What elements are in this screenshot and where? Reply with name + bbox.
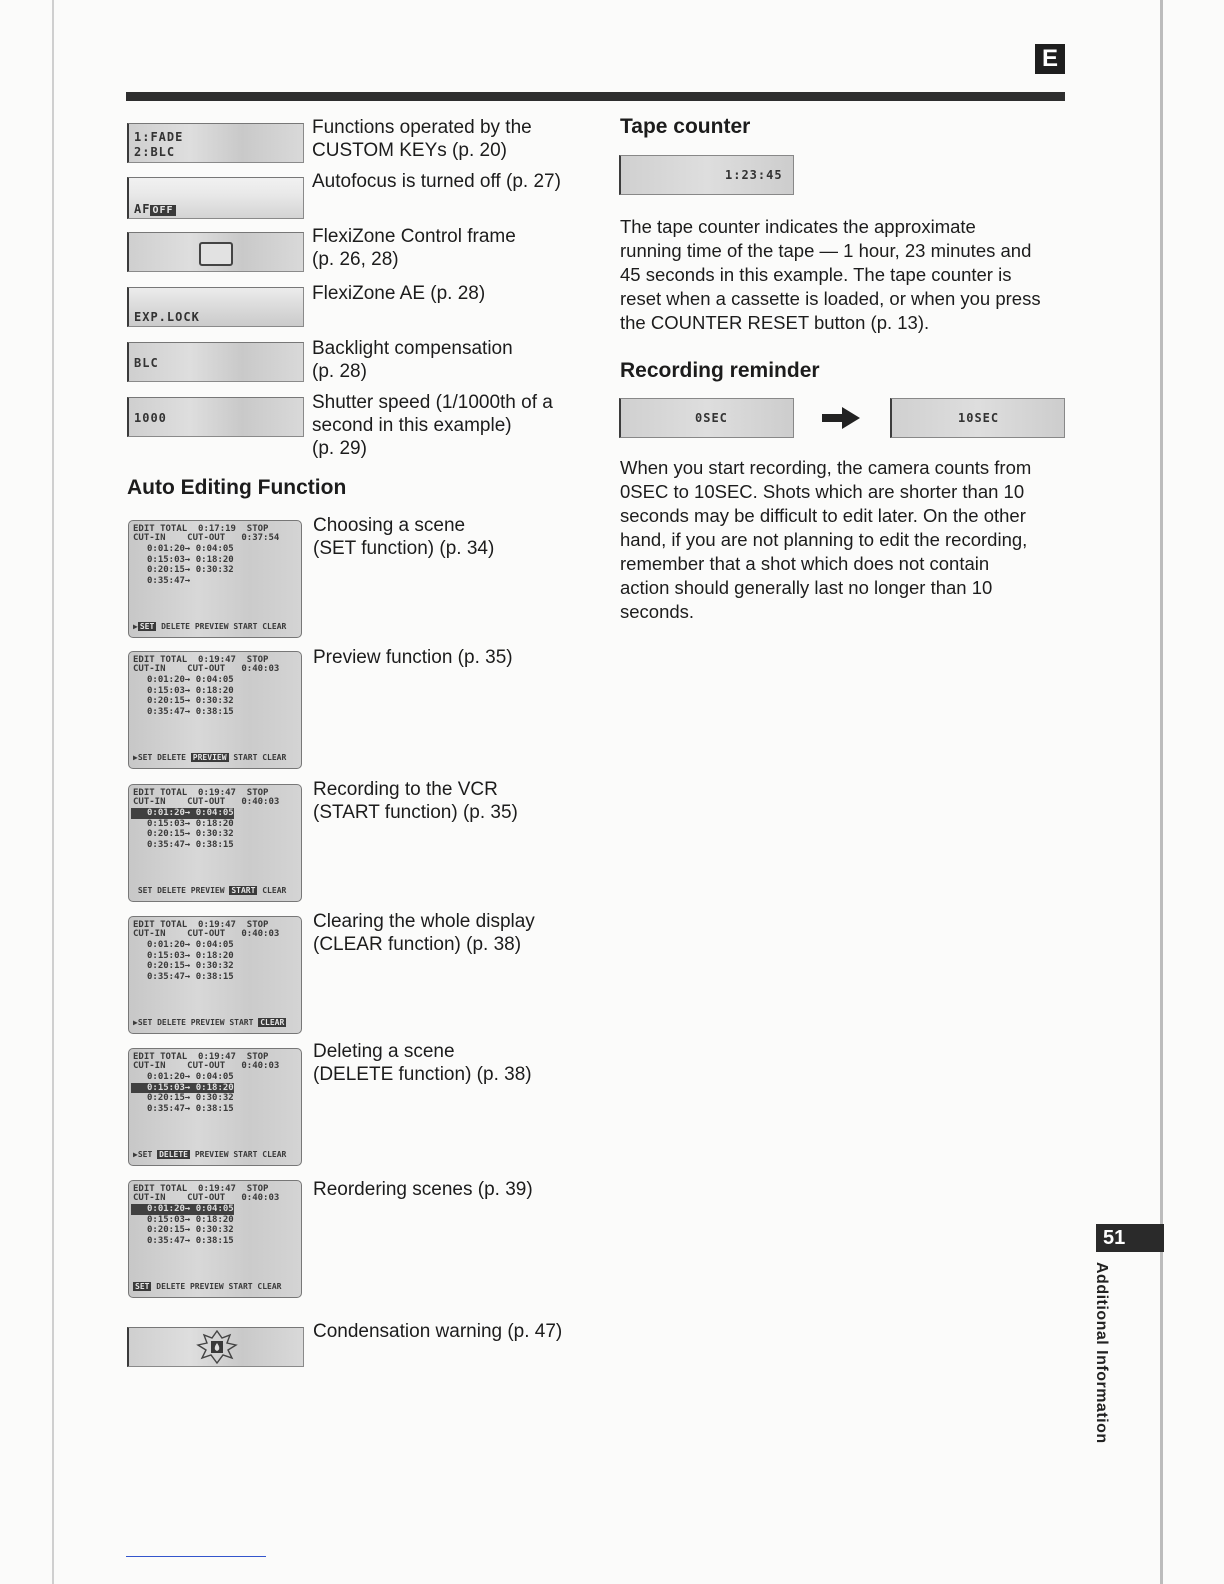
edit-screen (128, 784, 302, 902)
edit-header-total: EDIT TOTAL 0:19:47 STOP (133, 1052, 269, 1062)
edit-header-cut: CUT-IN CUT-OUT 0:40:03 (133, 929, 280, 939)
edit-screen-desc: Choosing a scene (SET function) (p. 34) (313, 515, 495, 559)
edit-header-total: EDIT TOTAL 0:19:47 STOP (133, 788, 269, 798)
blc-desc: Backlight compensation (p. 28) (312, 338, 513, 382)
menu-selected: CLEAR (260, 1018, 285, 1027)
lcd-line: 1:FADE (134, 130, 184, 144)
lcd-line: 2:BLC (134, 145, 176, 159)
header-rule (126, 92, 1065, 101)
scene-row: 0:01:20→ 0:04:05 (147, 940, 234, 950)
edit-header-total: EDIT TOTAL 0:19:47 STOP (133, 655, 269, 665)
tape-counter-heading: Tape counter (620, 115, 751, 138)
autofocus-off-display (127, 177, 304, 219)
menu-selected: SET (139, 622, 155, 631)
flexizone-frame-icon (199, 242, 233, 266)
menu-text: START CLEAR (228, 753, 287, 762)
edit-header-total: EDIT TOTAL 0:19:47 STOP (133, 920, 269, 930)
condensation-desc: Condensation warning (p. 47) (313, 1321, 563, 1342)
blc-display (127, 342, 304, 382)
tape-counter-value: 1:23:45 (725, 168, 783, 182)
reminder-end-display (890, 398, 1065, 438)
recording-reminder-heading: Recording reminder (620, 359, 820, 382)
edit-screen (128, 1180, 302, 1298)
custom-key-display (127, 123, 304, 163)
lcd-line: BLC (134, 356, 159, 370)
scene-row: 0:01:20→ 0:04:05 (131, 1204, 234, 1215)
edit-header-total: EDIT TOTAL 0:19:47 STOP (133, 1184, 269, 1194)
edit-function-menu (133, 1018, 286, 1027)
edit-screen-desc: Reordering scenes (p. 39) (313, 1179, 533, 1200)
scene-row: 0:35:47→ (147, 575, 191, 586)
scene-row: 0:15:03→ 0:18:20 (147, 554, 234, 565)
scene-row: 0:15:03→ 0:18:20 (147, 1214, 234, 1225)
edit-header-total: EDIT TOTAL 0:17:19 STOP (133, 524, 269, 534)
scene-row: 0:20:15→ 0:30:32 (147, 961, 234, 971)
scene-row: 0:20:15→ 0:30:32 (147, 829, 234, 839)
menu-text: ▶SET DELETE (133, 753, 191, 762)
menu-text: DELETE PREVIEW START CLEAR (151, 1282, 282, 1291)
lcd-line: EXP.LOCK (134, 310, 200, 324)
edit-function-menu (133, 1282, 282, 1291)
edit-screen-desc: Deleting a scene (DELETE function) (p. 38) (313, 1041, 532, 1085)
scene-row: 0:01:20→ 0:04:05 (147, 544, 234, 554)
language-badge: E (1035, 44, 1065, 74)
page-number: 51 (1103, 1227, 1126, 1249)
auto-editing-heading: Auto Editing Function (127, 476, 347, 499)
scene-row: 0:35:47→ 0:38:15 (147, 1235, 234, 1246)
page-edge-right (1160, 0, 1163, 1584)
scene-row: 0:35:47→ 0:38:15 (147, 706, 234, 717)
menu-text: ▶SET (133, 1150, 158, 1159)
menu-text: PREVIEW START CLEAR (190, 1150, 287, 1159)
menu-text: ▶ (133, 622, 138, 631)
scene-row: 0:35:47→ 0:38:15 (147, 971, 234, 982)
edit-screen (128, 916, 302, 1034)
footer-rule (126, 1556, 266, 1557)
scene-list (147, 675, 234, 717)
exp-lock-display (127, 287, 304, 327)
scene-list (147, 544, 234, 586)
scene-row: 0:35:47→ 0:38:15 (147, 839, 234, 850)
lcd-line: AF OFF (134, 202, 174, 216)
flexizone-frame-display (127, 232, 304, 272)
menu-text: CLEAR (257, 886, 287, 895)
edit-screen-desc: Clearing the whole display (CLEAR function) (p. 38) (313, 911, 535, 955)
menu-text: SET DELETE PREVIEW (133, 886, 230, 895)
menu-selected: SET (135, 1282, 150, 1291)
menu-text: ▶SET DELETE PREVIEW START (133, 1018, 259, 1027)
scene-row: 0:01:20→ 0:04:05 (131, 808, 234, 819)
edit-header-cut: CUT-IN CUT-OUT 0:37:54 (133, 533, 280, 543)
arrow-right-icon (820, 406, 862, 430)
scene-list (147, 940, 234, 982)
reminder-start-display (619, 398, 794, 438)
menu-selected: PREVIEW (192, 753, 227, 762)
lcd-line: 1000 (134, 411, 167, 425)
scene-row: 0:35:47→ 0:38:15 (147, 1103, 234, 1114)
scene-row: 0:01:20→ 0:04:05 (147, 675, 234, 685)
scene-row: 0:20:15→ 0:30:32 (147, 1093, 234, 1103)
tape-counter-text: The tape counter indicates the approximate running time of the tape — 1 hour, 23 minutes and 45 seconds in this example. The tape counter is reset when a cassette is loaded, or when you press the COUNTER RESET button (p. 13). (620, 216, 1041, 333)
scene-list (147, 808, 234, 850)
autofocus-off-desc: Autofocus is turned off (p. 27) (312, 171, 561, 192)
edit-screen (128, 1048, 302, 1166)
edit-function-menu (133, 886, 286, 895)
reminder-start-value: 0SEC (695, 411, 728, 425)
scene-row: 0:20:15→ 0:30:32 (147, 1225, 234, 1235)
scene-row: 0:15:03→ 0:18:20 (147, 818, 234, 829)
flexizone-frame-desc: FlexiZone Control frame (p. 26, 28) (312, 226, 516, 270)
recording-reminder-text: When you start recording, the camera counts from 0SEC to 10SEC. Shots which are shorter than 10 seconds may be difficult to edit later. On the other hand, if you are not planning to edit the recording, remember that a shot which does not contain action should generally last no longer than 10 seconds. (620, 457, 1032, 622)
condensation-warning-icon (187, 1330, 247, 1364)
menu-text: DELETE PREVIEW START CLEAR (156, 622, 287, 631)
scene-row: 0:15:03→ 0:18:20 (147, 685, 234, 696)
edit-header-cut: CUT-IN CUT-OUT 0:40:03 (133, 1061, 280, 1071)
shutter-speed-desc: Shutter speed (1/1000th of a second in this example) (p. 29) (312, 392, 553, 459)
menu-selected: START (231, 886, 256, 895)
condensation-display (127, 1327, 304, 1367)
exp-lock-desc: FlexiZone AE (p. 28) (312, 283, 486, 304)
edit-function-menu (133, 753, 286, 762)
edit-screen (128, 651, 302, 769)
scene-row: 0:20:15→ 0:30:32 (147, 565, 234, 575)
edit-function-menu (133, 622, 286, 631)
scene-list (147, 1204, 234, 1246)
scene-row: 0:01:20→ 0:04:05 (147, 1072, 234, 1082)
edit-screen-desc: Recording to the VCR (START function) (p. 35) (313, 779, 518, 823)
reminder-end-value: 10SEC (958, 411, 1000, 425)
edit-header-cut: CUT-IN CUT-OUT 0:40:03 (133, 1193, 280, 1203)
tape-counter-display (619, 155, 794, 195)
edit-function-menu (133, 1150, 286, 1159)
menu-selected: DELETE (159, 1150, 188, 1159)
scene-list (147, 1072, 234, 1114)
scene-row: 0:20:15→ 0:30:32 (147, 696, 234, 706)
custom-key-desc: Functions operated by the CUSTOM KEYs (p. 20) (312, 117, 532, 161)
edit-header-cut: CUT-IN CUT-OUT 0:40:03 (133, 664, 280, 674)
shutter-speed-display (127, 397, 304, 437)
edit-screen-desc: Preview function (p. 35) (313, 647, 513, 668)
edit-screen (128, 520, 302, 638)
section-label: Additional Information (1093, 1262, 1110, 1444)
scene-row: 0:15:03→ 0:18:20 (147, 950, 234, 961)
scene-row: 0:15:03→ 0:18:20 (131, 1083, 234, 1094)
page-edge-left (52, 0, 54, 1584)
edit-header-cut: CUT-IN CUT-OUT 0:40:03 (133, 797, 280, 807)
